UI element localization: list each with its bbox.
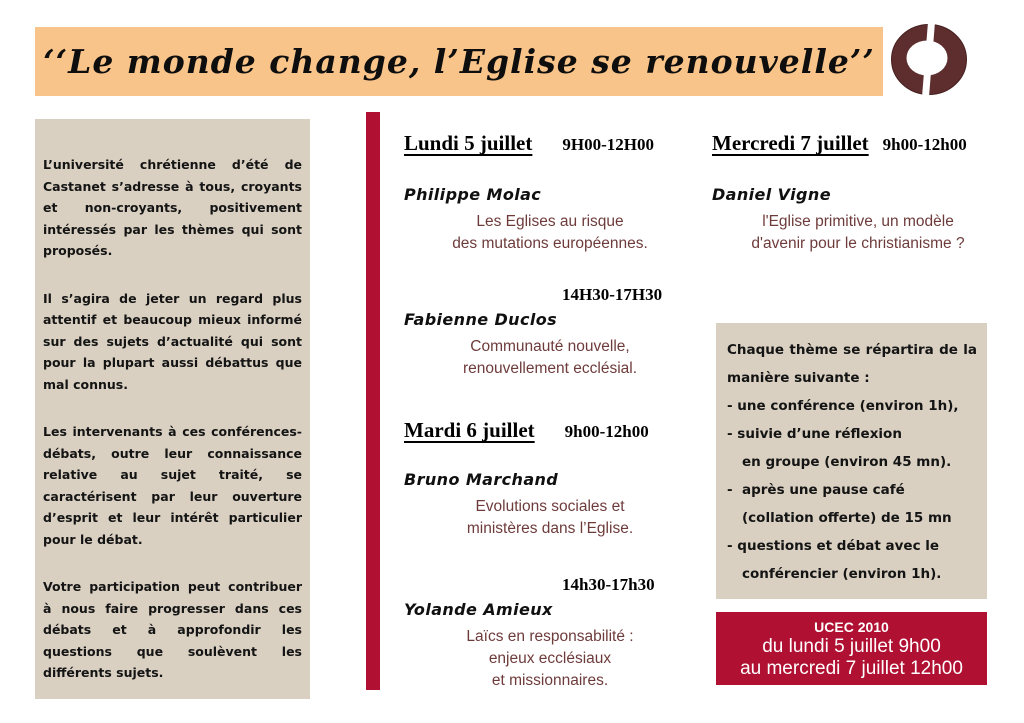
theme-heading-line: Chaque thème se répartira de la: [727, 342, 977, 358]
speaker-name: Yolande Amieux: [404, 600, 553, 619]
session-topic: [404, 626, 696, 692]
theme-bullet-line: - une conférence (environ 1h),: [727, 398, 959, 414]
schedule-column-wednesday: [712, 128, 1004, 255]
speaker-name: Daniel Vigne: [712, 185, 831, 204]
event-date-start: du lundi 5 juillet 9h00: [762, 635, 941, 657]
topic-line: d'avenir pour le christianisme ?: [751, 235, 965, 252]
topic-line: Evolutions sociales et: [475, 498, 625, 515]
event-name: UCEC 2010: [814, 618, 889, 635]
day-header-mercredi: [712, 131, 1004, 156]
theme-bullet-line: en groupe (environ 45 mn).: [742, 454, 952, 470]
topic-line: et missionnaires.: [491, 672, 609, 689]
event-dates-banner: [716, 612, 987, 685]
day-title: Mercredi 7 juillet: [712, 131, 869, 155]
session-topic: [712, 211, 1004, 255]
day-time: 9h00-12h00: [882, 135, 967, 154]
day-header-lundi: [404, 131, 696, 156]
theme-organisation-panel: [716, 323, 987, 599]
vertical-divider: [366, 112, 380, 690]
intro-paragraph-4: Votre participation peut contribuer à nous faire progresser dans ces débats et à approfondir les questions que soulèvent les différents sujets.: [43, 579, 302, 680]
day-title: Lundi 5 juillet: [404, 131, 533, 155]
topic-line: l'Eglise primitive, un modèle: [762, 213, 954, 230]
theme-bullet-line: conférencier (environ 1h).: [742, 566, 942, 582]
day-time: 9H00-12H00: [562, 135, 654, 154]
intro-panel: [35, 119, 310, 699]
theme-heading-line: manière suivante :: [727, 370, 870, 386]
topic-line: Communauté nouvelle,: [470, 338, 630, 355]
topic-line: enjeux ecclésiaux: [488, 650, 612, 667]
topic-line: renouvellement ecclésial.: [462, 360, 638, 377]
topic-line: Laïcs en responsabilité :: [466, 628, 634, 645]
topic-line: Les Eglises au risque: [476, 213, 624, 230]
speaker-name: Bruno Marchand: [404, 470, 559, 489]
day-title: Mardi 6 juillet: [404, 418, 535, 442]
intro-paragraph-1: L’université chrétienne d’été de Castanet s’adresse à tous, croyants et non-croyants, positivement intéressés par les thèmes qui sont proposés.: [43, 157, 302, 258]
day-header-mardi: [404, 418, 696, 443]
session-topic: [404, 496, 696, 540]
session-time: 14h30-17h30: [562, 575, 655, 594]
topic-line: des mutations européennes.: [452, 235, 648, 252]
session-topic: [404, 336, 696, 380]
intro-paragraph-3: Les intervenants à ces conférences-débats, outre leur connaissance relative au sujet traité, se caractérisent par leur ouverture d’esprit et leur intérêt particulier pour le débat.: [43, 424, 302, 547]
speaker-name: Philippe Molac: [404, 185, 542, 204]
session-topic: [404, 211, 696, 255]
theme-bullet-line: - après une pause café: [727, 482, 905, 498]
theme-bullet-line: - suivie d’une réflexion: [727, 426, 902, 442]
ucec-split-ring-logo-icon: [891, 24, 967, 95]
speaker-name: Fabienne Duclos: [404, 310, 558, 329]
title-banner: [35, 27, 883, 96]
page-title: ‘‘Le monde change, l’Eglise se renouvelle’’: [43, 42, 875, 81]
theme-bullet-line: - questions et débat avec le: [727, 538, 940, 554]
day-time: 9h00-12h00: [564, 422, 649, 441]
session-time: 14H30-17H30: [562, 285, 663, 304]
event-date-end: au mercredi 7 juillet 12h00: [740, 657, 963, 679]
intro-paragraph-2: Il s’agira de jeter un regard plus attentif et beaucoup mieux informé sur des sujets d’actualité qui sont pour la plupart aussi débattus que mal connus.: [43, 290, 302, 392]
topic-line: ministères dans l’Eglise.: [466, 520, 634, 537]
schedule-column-monday-tuesday: [404, 128, 696, 692]
theme-bullet-line: (collation offerte) de 15 mn: [742, 510, 952, 526]
